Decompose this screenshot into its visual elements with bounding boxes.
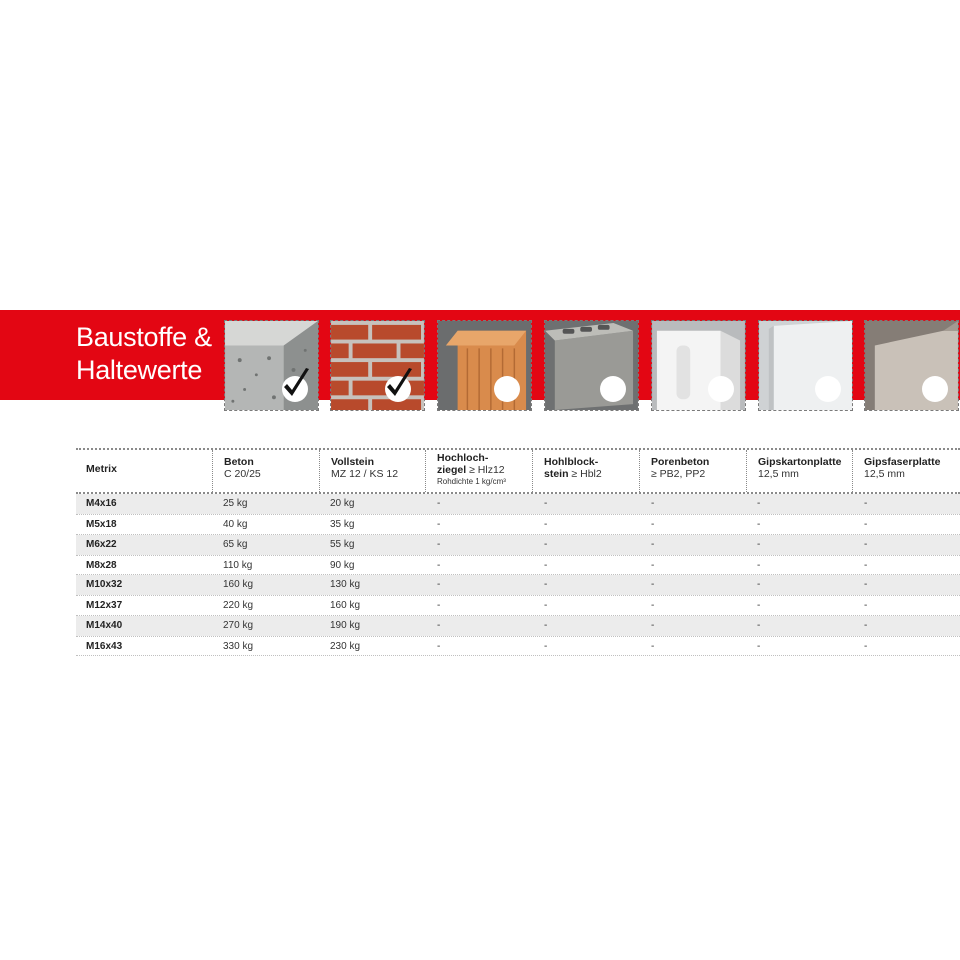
holding-value: - [437,559,441,571]
material-tile-hohlblockstein [544,320,639,411]
holding-value: 160 kg [330,600,361,612]
holding-value: - [864,641,868,653]
banner-title [76,321,226,387]
table-row [76,575,960,595]
holding-value: - [544,641,548,653]
column-header-line [864,468,960,480]
material-tile-porenbeton [651,320,746,411]
holding-value: - [544,559,548,571]
circle-icon [600,376,626,402]
holding-value: - [437,579,441,591]
holding-value: - [651,519,655,531]
holding-value: - [757,579,761,591]
holding-value: - [651,619,655,631]
column-header-text: ≥ Hbl2 [568,468,602,480]
holding-value: 55 kg [330,538,355,550]
holding-value: 35 kg [330,519,355,531]
holding-value: - [757,559,761,571]
column-header-line [651,468,746,480]
holding-value: - [544,619,548,631]
column-header-line [651,456,746,468]
material-tile-gipskartonplatte [758,320,853,411]
table-row [76,616,960,636]
anchor-size: M14x40 [86,619,123,631]
column-header-text: ≥ Hlz12 [466,464,505,476]
banner-title-line-2: Haltewerte [76,355,203,385]
hollow-block-image [545,321,638,410]
holding-value: - [437,519,441,531]
anchor-size: M4x16 [86,498,117,509]
column-header-line [544,468,639,480]
holding-value: - [757,498,761,509]
column-header-line [864,456,960,468]
material-tile-hochlochziegel [437,320,532,411]
holding-value: - [864,600,868,612]
metrix-header: Metrix [86,463,117,475]
holding-value: 40 kg [223,519,248,531]
holding-value: 130 kg [330,579,361,591]
column-header-bold: Vollstein [331,456,374,468]
column-header-note: Rohdichte 1 kg/cm³ [437,477,506,486]
column-header-text: MZ 12 / KS 12 [331,468,399,480]
column-header-bold: ziegel [437,464,467,476]
anchor-size: M12x37 [86,600,123,612]
holding-value: 160 kg [223,579,254,591]
holding-value: - [864,579,868,591]
holding-value: - [757,600,761,612]
column-header [212,450,319,492]
holding-value: - [757,619,761,631]
column-header [746,450,852,492]
holding-value: 25 kg [223,498,248,509]
check-icon [280,368,310,402]
holding-value: - [437,498,441,509]
column-header-text: 12,5 mm [758,468,799,480]
holding-value: - [864,519,868,531]
column-header [852,450,960,492]
column-header-bold: stein [544,468,569,480]
banner-title-line-1: Baustoffe & [76,322,212,352]
holding-value: - [651,498,655,509]
holding-value: - [437,641,441,653]
holding-value: - [651,600,655,612]
holding-value: - [544,579,548,591]
holding-value: - [437,619,441,631]
column-header-text: 12,5 mm [864,468,905,480]
circle-icon [922,376,948,402]
holding-value: - [651,559,655,571]
holding-value: - [757,641,761,653]
column-header [532,450,639,492]
column-header-bold: Gipskartonplatte [758,456,842,468]
circle-icon [494,376,520,402]
column-header-line [544,456,639,468]
column-header-line [331,456,425,468]
holding-value: 20 kg [330,498,355,509]
holding-value: - [757,538,761,550]
column-header [639,450,746,492]
circle-icon [815,376,841,402]
table-row [76,636,960,656]
table-row [76,535,960,555]
table-header [76,448,960,494]
column-header-line [758,456,852,468]
holding-value: - [864,538,868,550]
holding-value: 65 kg [223,538,248,550]
column-header-bold: Hohlblock- [544,456,599,468]
holding-value: - [864,619,868,631]
table-row [76,494,960,514]
holding-values-table [76,448,960,656]
holding-value: 190 kg [330,619,361,631]
holding-value: 110 kg [223,559,253,571]
table-row [76,595,960,615]
holding-value: - [544,498,548,509]
column-header-bold: Hochloch- [437,452,489,464]
circle-icon [708,376,734,402]
table-body [76,494,960,656]
holding-value: - [651,538,655,550]
column-header-line [331,468,425,480]
holding-value: - [544,538,548,550]
anchor-size: M6x22 [86,538,117,550]
anchor-size: M10x32 [86,579,123,591]
column-header-bold: Beton [224,456,254,468]
anchor-size: M8x28 [86,559,117,571]
column-header-bold: Gipsfaserplatte [864,456,941,468]
column-header [425,450,532,492]
table-row [76,555,960,575]
holding-value: - [651,641,655,653]
column-header-text: C 20/25 [224,468,261,480]
holding-value: 220 kg [223,600,254,612]
holding-value: - [757,519,761,531]
table-row [76,514,960,534]
anchor-size: M16x43 [86,641,123,653]
holding-value: 90 kg [330,559,355,571]
column-header [319,450,425,492]
column-header-line [224,468,319,480]
holding-value: - [544,600,548,612]
holding-value: - [544,519,548,531]
anchor-size: M5x18 [86,519,117,531]
column-header-bold: Porenbeton [651,456,710,468]
holding-value: - [864,559,868,571]
holding-value: - [651,579,655,591]
column-header-line [437,452,532,464]
column-header-text: ≥ PB2, PP2 [651,468,706,480]
column-header-line [224,456,319,468]
holding-value: - [437,600,441,612]
holding-value: 330 kg [223,641,254,653]
column-header-line [758,468,852,480]
holding-value: 270 kg [223,619,254,631]
check-icon [383,368,413,402]
holding-value: - [864,498,868,509]
column-header-line [437,464,532,476]
holding-value: 230 kg [330,641,361,653]
holding-value: - [437,538,441,550]
